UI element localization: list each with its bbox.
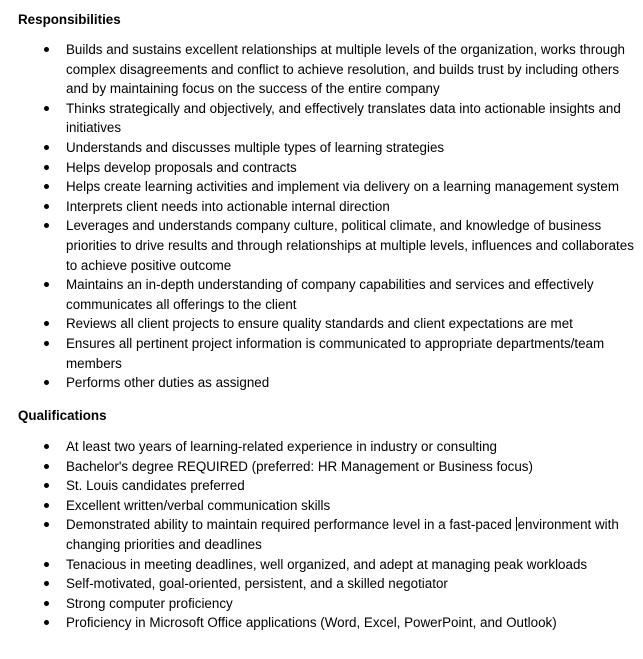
list-item bbox=[0, 197, 643, 217]
list-item-text: Helps develop proposals and contracts bbox=[66, 159, 297, 175]
bullet-icon bbox=[41, 594, 51, 614]
bullet-icon bbox=[41, 437, 51, 457]
list-item-text: Performs other duties as assigned bbox=[66, 375, 270, 391]
bullet-icon bbox=[41, 373, 51, 393]
bullet-icon bbox=[41, 197, 51, 217]
bullet-icon bbox=[41, 515, 51, 535]
list-item-text: Reviews all client projects to ensure quality standards and client expectations are met bbox=[66, 316, 573, 332]
list-item bbox=[0, 40, 643, 99]
text-cursor bbox=[516, 517, 517, 531]
list-item-text: Ensures all pertinent project information is communicated to appropriate departments/team members bbox=[66, 335, 605, 371]
list-item-text-before-cursor: Demonstrated ability to maintain required performance level in a fast-paced bbox=[66, 517, 516, 533]
list-item bbox=[0, 555, 643, 575]
list-item-text: Bachelor's degree REQUIRED (preferred: HR Management or Business focus) bbox=[66, 458, 533, 474]
list-item bbox=[0, 476, 643, 496]
bullet-icon bbox=[41, 457, 51, 477]
list-item bbox=[0, 334, 643, 373]
list-item-text: At least two years of learning-related experience in industry or consulting bbox=[66, 439, 497, 454]
bullet-icon bbox=[41, 158, 51, 178]
list-item bbox=[0, 177, 643, 197]
list-item bbox=[0, 158, 643, 178]
bullet-icon bbox=[41, 334, 51, 354]
list-item bbox=[0, 216, 643, 275]
list-item-text: Thinks strategically and objectively, and effectively translates data into actionable insights and initiatives bbox=[66, 100, 621, 136]
list-item bbox=[0, 594, 643, 614]
list-item-text: Interprets client needs into actionable internal direction bbox=[66, 198, 390, 214]
list-item bbox=[0, 437, 643, 457]
list-item-text: Maintains an in-depth understanding of company capabilities and services and effectively communicates all offerings to the client bbox=[66, 277, 594, 312]
list-item-text: Helps create learning activities and implement via delivery on a learning management system bbox=[66, 179, 620, 195]
list-item bbox=[0, 138, 643, 158]
list-item-text: Strong computer proficiency bbox=[66, 595, 233, 611]
list-item-text: Excellent written/verbal communication skills bbox=[66, 497, 331, 513]
bullet-icon bbox=[41, 496, 51, 516]
bullet-icon bbox=[41, 177, 51, 197]
list-item bbox=[0, 275, 643, 314]
list-item-text: Self-motivated, goal-oriented, persistent, and a skilled negotiator bbox=[66, 576, 448, 592]
qualifications-list bbox=[0, 437, 643, 633]
bullet-icon bbox=[41, 99, 51, 119]
responsibilities-list bbox=[0, 40, 643, 393]
list-item bbox=[0, 314, 643, 334]
list-item bbox=[0, 457, 643, 477]
list-item-text-after-cursor: environment with changing priorities and deadlines bbox=[66, 517, 619, 552]
list-item-text: Proficiency in Microsoft Office applications (Word, Excel, PowerPoint, and Outlook) bbox=[66, 615, 557, 631]
responsibilities-heading: Responsibilities bbox=[18, 12, 121, 27]
list-item bbox=[0, 373, 643, 393]
list-item-text: Tenacious in meeting deadlines, well organized, and adept at managing peak workloads bbox=[66, 556, 588, 572]
bullet-icon bbox=[41, 40, 51, 60]
bullet-icon bbox=[41, 555, 51, 575]
list-item-text: Builds and sustains excellent relationships at multiple levels of the organization, works through complex disagreements and conflict to achieve resolution, and builds trust by including others and by maintaining focus on the success of the entire company bbox=[66, 42, 625, 97]
bullet-icon bbox=[41, 138, 51, 158]
bullet-icon bbox=[41, 476, 51, 496]
list-item-text: Understands and discusses multiple types of learning strategies bbox=[66, 139, 445, 155]
list-item bbox=[0, 99, 643, 138]
list-item bbox=[0, 574, 643, 594]
bullet-icon bbox=[41, 574, 51, 594]
bullet-icon bbox=[41, 216, 51, 236]
list-item-text: St. Louis candidates preferred bbox=[66, 478, 245, 494]
qualifications-heading: Qualifications bbox=[18, 408, 107, 423]
bullet-icon bbox=[41, 314, 51, 334]
list-item bbox=[0, 496, 643, 516]
bullet-icon bbox=[41, 275, 51, 295]
list-item bbox=[0, 613, 643, 633]
list-item bbox=[0, 515, 643, 554]
list-item-text: Leverages and understands company culture, political climate, and knowledge of business priorities to drive results and through relationships at multiple levels, influences and collaborates to achieve positive outcome bbox=[66, 218, 634, 273]
bullet-icon bbox=[41, 613, 51, 633]
